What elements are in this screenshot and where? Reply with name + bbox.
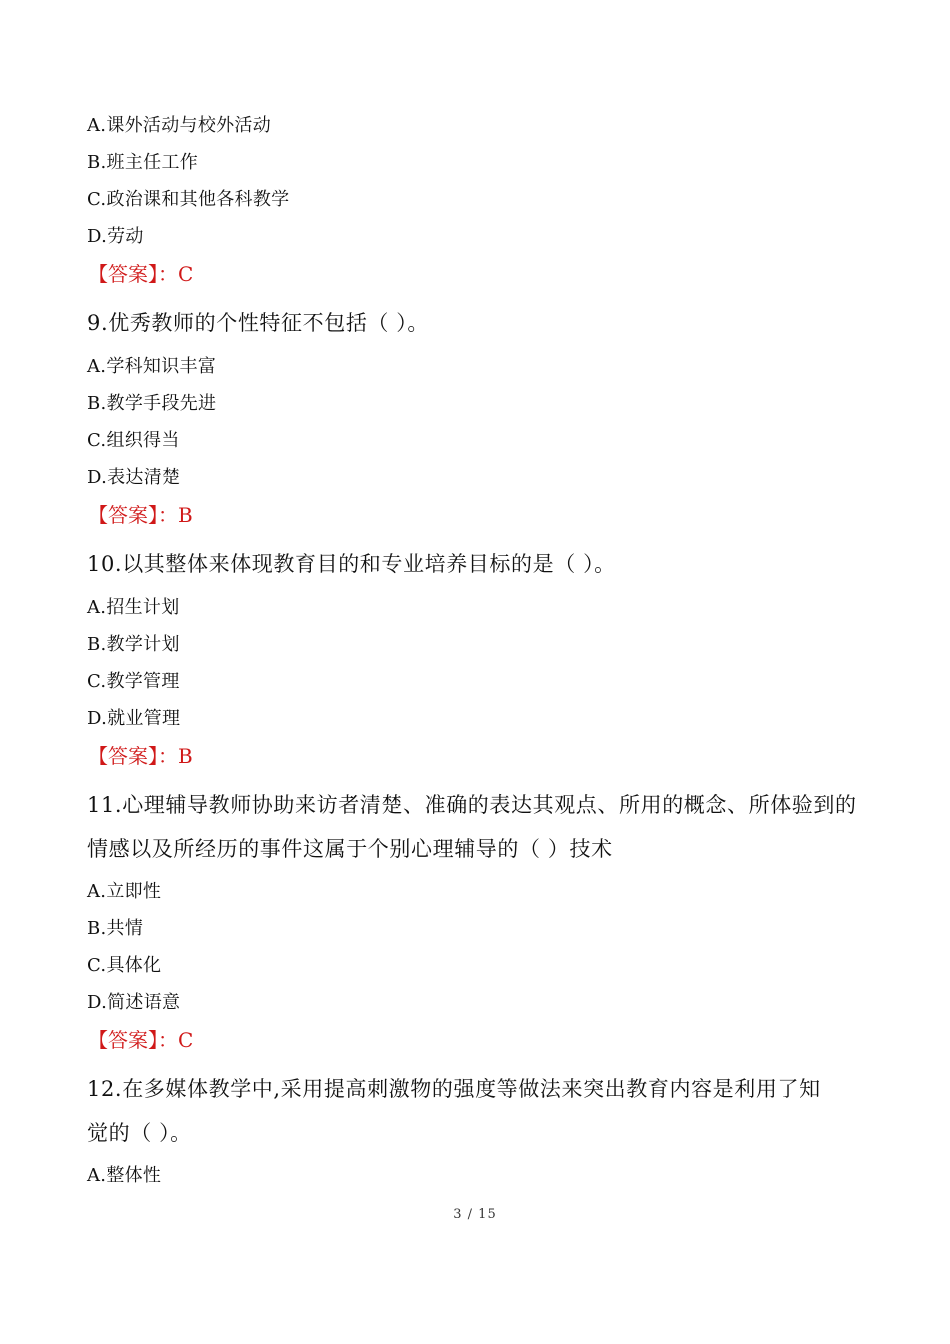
question-text-line-2: 情感以及所经历的事件这属于个别心理辅导的（ ）技术 xyxy=(87,837,613,861)
option-c: C.教学管理 xyxy=(87,671,180,692)
question-text-line-1: 12.在多媒体教学中,采用提高刺激物的强度等做法来突出教育内容是利用了知 xyxy=(87,1077,821,1101)
option-a: A.学科知识丰富 xyxy=(87,356,217,377)
page-number: 3 / 15 xyxy=(453,1207,497,1222)
option-a: A.招生计划 xyxy=(87,597,180,618)
option-a: A.课外活动与校外活动 xyxy=(87,115,272,136)
answer: 【答案】：B xyxy=(88,503,193,527)
question-text: 10.以其整体来体现教育目的和专业培养目标的是（ ）。 xyxy=(87,552,616,576)
option-d: D.简述语意 xyxy=(87,992,181,1013)
question-text-line-1: 11.心理辅导教师协助来访者清楚、准确的表达其观点、所用的概念、所体验到的 xyxy=(87,793,857,817)
option-d: D.就业管理 xyxy=(87,708,181,729)
answer: 【答案】：B xyxy=(88,744,193,768)
option-d: D.劳动 xyxy=(87,226,144,247)
option-b: B.教学计划 xyxy=(87,634,180,655)
question-text: 9.优秀教师的个性特征不包括（ ）。 xyxy=(87,311,430,335)
option-c: C.组织得当 xyxy=(87,430,180,451)
option-d: D.表达清楚 xyxy=(87,467,181,488)
option-c: C.具体化 xyxy=(87,955,162,976)
question-text-line-2: 觉的（ ）。 xyxy=(87,1121,192,1145)
option-b: B.共情 xyxy=(87,918,144,939)
option-c: C.政治课和其他各科教学 xyxy=(87,189,290,210)
answer: 【答案】：C xyxy=(88,262,194,286)
option-b: B.教学手段先进 xyxy=(87,393,217,414)
option-b: B.班主任工作 xyxy=(87,152,199,173)
answer: 【答案】：C xyxy=(88,1028,194,1052)
option-a: A.整体性 xyxy=(87,1165,162,1186)
option-a: A.立即性 xyxy=(87,881,162,902)
